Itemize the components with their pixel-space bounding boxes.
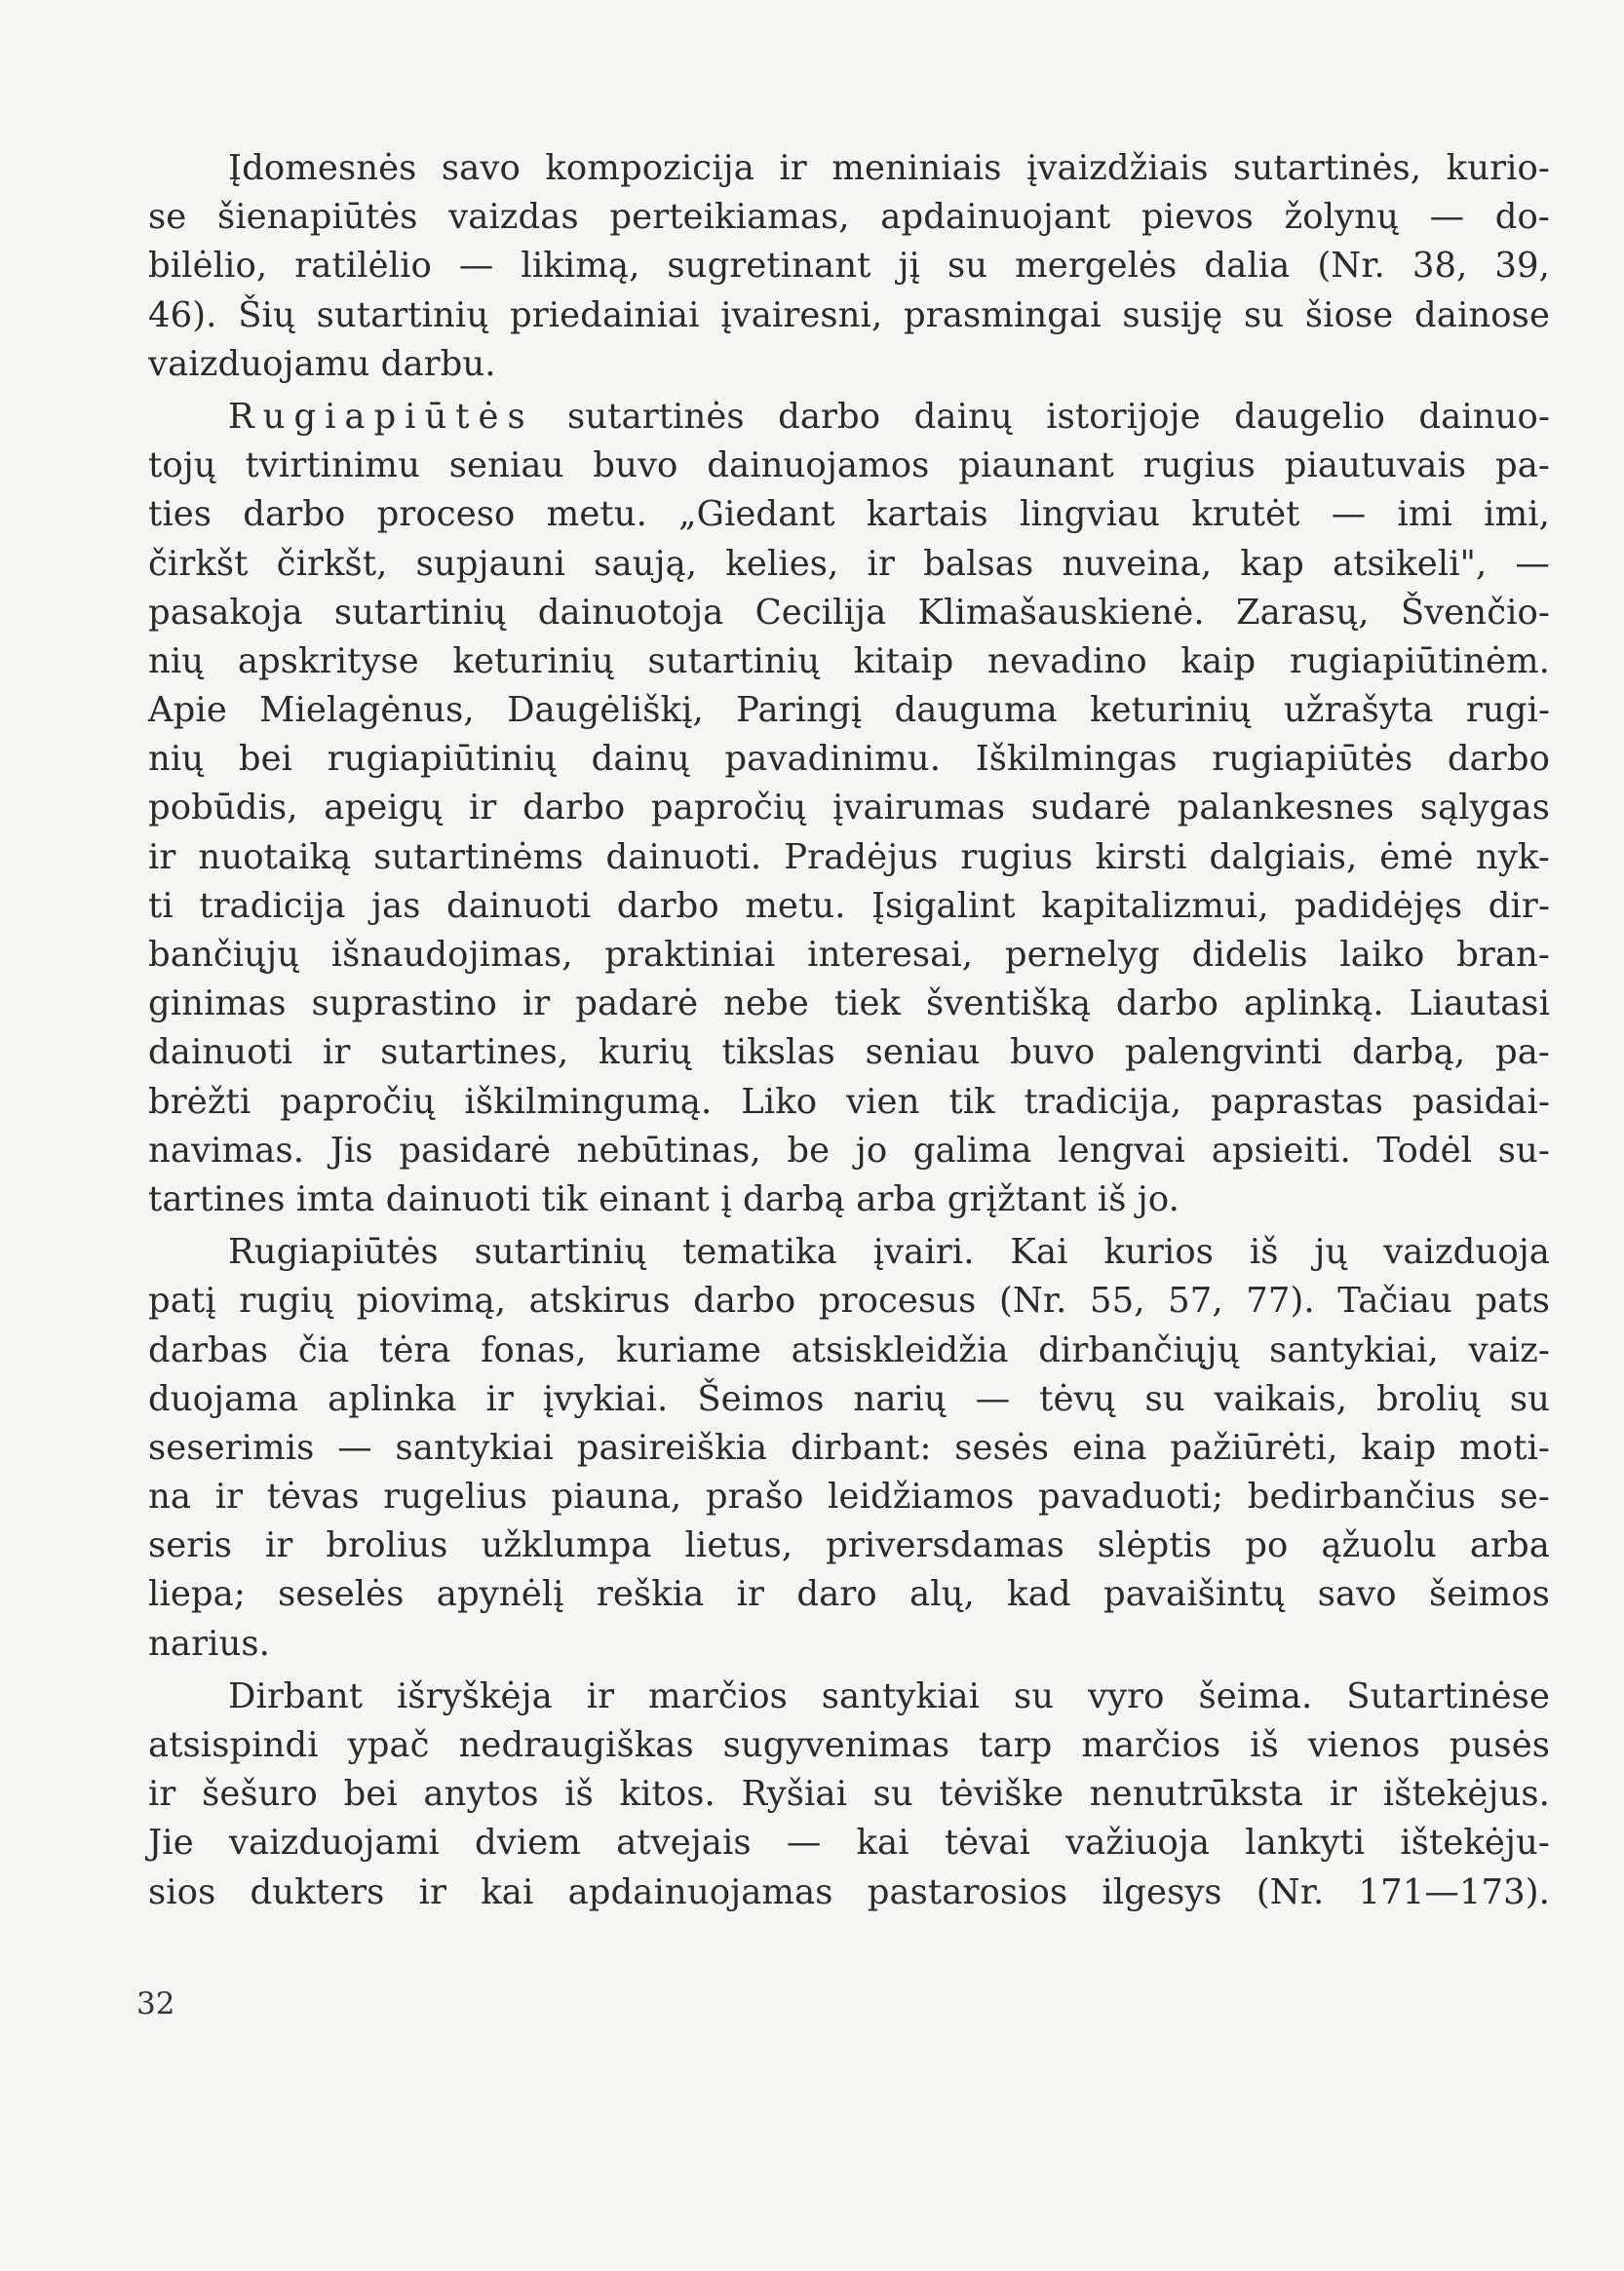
text-line: brėžti papročių iškilmingumą. Liko vien tik tradicija, paprastas pasidai- <box>148 1081 1550 1122</box>
text-line: Įdomesnės savo kompozicija ir meniniais įvaizdžiais sutartinės, kurio- <box>228 148 1550 188</box>
text-line: liepa; seselės apynėlį reškia ir daro alų, kad pavaišintų savo šeimos <box>148 1574 1550 1615</box>
text-line: seris ir brolius užklumpa lietus, priversdamas slėptis po ąžuolu arba <box>148 1525 1550 1566</box>
text-line: sios dukters ir kai apdainuojamas pastarosios ilgesys (Nr. 171—173). <box>148 1871 1550 1912</box>
text-line: tartines imta dainuoti tik einant į darbą arba grįžtant iš jo. <box>148 1178 1180 1219</box>
text-line: ties darbo proceso metu. „Giedant kartais lingviau krutėt — imi imi, <box>148 494 1550 535</box>
text-line: Apie Mielagėnus, Daugėliškį, Paringį dauguma keturinių užrašyta rugi- <box>148 690 1550 731</box>
text-line: patį rugių piovimą, atskirus darbo procesus (Nr. 55, 57, 77). Tačiau pats <box>148 1281 1550 1322</box>
text-line: bančiųjų išnaudojimas, praktiniai interesai, pernelyg didelis laiko bran- <box>148 935 1550 975</box>
text-line: Dirbant išryškėja ir marčios santykiai su vyro šeima. Sutartinėse <box>228 1675 1550 1716</box>
page-number: 32 <box>136 1986 175 2021</box>
text-line: čirkšt čirkšt, supjauni saują, kelies, ir balsas nuveina, kap atsikeli", — <box>148 543 1550 584</box>
text-line: darbas čia tėra fonas, kuriame atsiskleidžia dirbančiųjų santykiai, vaiz- <box>148 1329 1550 1370</box>
text-line: navimas. Jis pasidarė nebūtinas, be jo galima lengvai apsieiti. Todėl su- <box>148 1130 1550 1171</box>
text-line: Rugiapiūtės sutartinių tematika įvairi. Kai kurios iš jų vaizduoja <box>228 1232 1550 1273</box>
text-line: dainuoti ir sutartines, kurių tikslas seniau buvo palengvinti darbą, pa- <box>148 1032 1550 1073</box>
text-line: tojų tvirtinimu seniau buvo dainuojamos piaunant rugius piautuvais pa- <box>148 445 1550 486</box>
text-line: vaizduojamu darbu. <box>148 343 496 384</box>
text-line: ir nuotaiką sutartinėms dainuoti. Pradėjus rugius kirsti dalgiais, ėmė nyk- <box>148 836 1550 877</box>
text-line: se šienapiūtės vaizdas perteikiamas, apdainuojant pievos žolynų — do- <box>148 197 1550 238</box>
text-line: nių bei rugiapiūtinių dainų pavadinimu. Iškilmingas rugiapiūtės darbo <box>148 739 1550 780</box>
body-text <box>148 144 1550 1917</box>
emphasized-word: Rugiapiūtės <box>228 396 534 437</box>
text-line: 46). Šių sutartinių priedainiai įvairesni, prasmingai susiję su šiose dainose <box>148 294 1550 335</box>
text-line: bilėlio, ratilėlio — likimą, sugretinant jį su mergelės dalia (Nr. 38, 39, <box>148 246 1550 287</box>
paragraph-2 <box>148 393 1550 1224</box>
text-line: ginimas suprastino ir padarė nebe tiek šventišką darbo aplinką. Liautasi <box>148 983 1550 1024</box>
text-line: duojama aplinka ir įvykiai. Šeimos narių — tėvų su vaikais, brolių su <box>148 1378 1550 1419</box>
paragraph-4 <box>148 1673 1550 1917</box>
text-line: narius. <box>148 1623 271 1664</box>
text-line: ti tradicija jas dainuoti darbo metu. Įsigalint kapitalizmui, padidėjęs dir- <box>148 885 1550 926</box>
text-line: ir šešuro bei anytos iš kitos. Ryšiai su tėviške nenutrūksta ir ištekėjus. <box>148 1774 1550 1815</box>
text-line: nių apskrityse keturinių sutartinių kitaip nevadino kaip rugiapiūtinėm. <box>148 640 1550 681</box>
text-line: pobūdis, apeigų ir darbo papročių įvairumas sudarė palankesnes sąlygas <box>148 788 1550 828</box>
text-line-rest: sutartinės darbo dainų istorijoje daugelio dainuo- <box>533 396 1550 437</box>
text-line <box>148 393 1550 442</box>
paragraph-1 <box>148 144 1550 389</box>
text-line: na ir tėvas rugelius piauna, prašo leidžiamos pavaduoti; bedirbančius se- <box>148 1477 1550 1518</box>
text-line: pasakoja sutartinių dainuotoja Cecilija Klimašauskienė. Zarasų, Švenčio- <box>148 592 1550 633</box>
text-line: atsispindi ypač nedraugiškas sugyvenimas tarp marčios iš vienos pusės <box>148 1725 1550 1765</box>
text-line: seserimis — santykiai pasireiškia dirbant: sesės eina pažiūrėti, kaip moti- <box>148 1427 1550 1468</box>
paragraph-3 <box>148 1228 1550 1669</box>
text-line: Jie vaizduojami dviem atvejais — kai tėvai važiuoja lankyti ištekėju- <box>148 1823 1550 1864</box>
